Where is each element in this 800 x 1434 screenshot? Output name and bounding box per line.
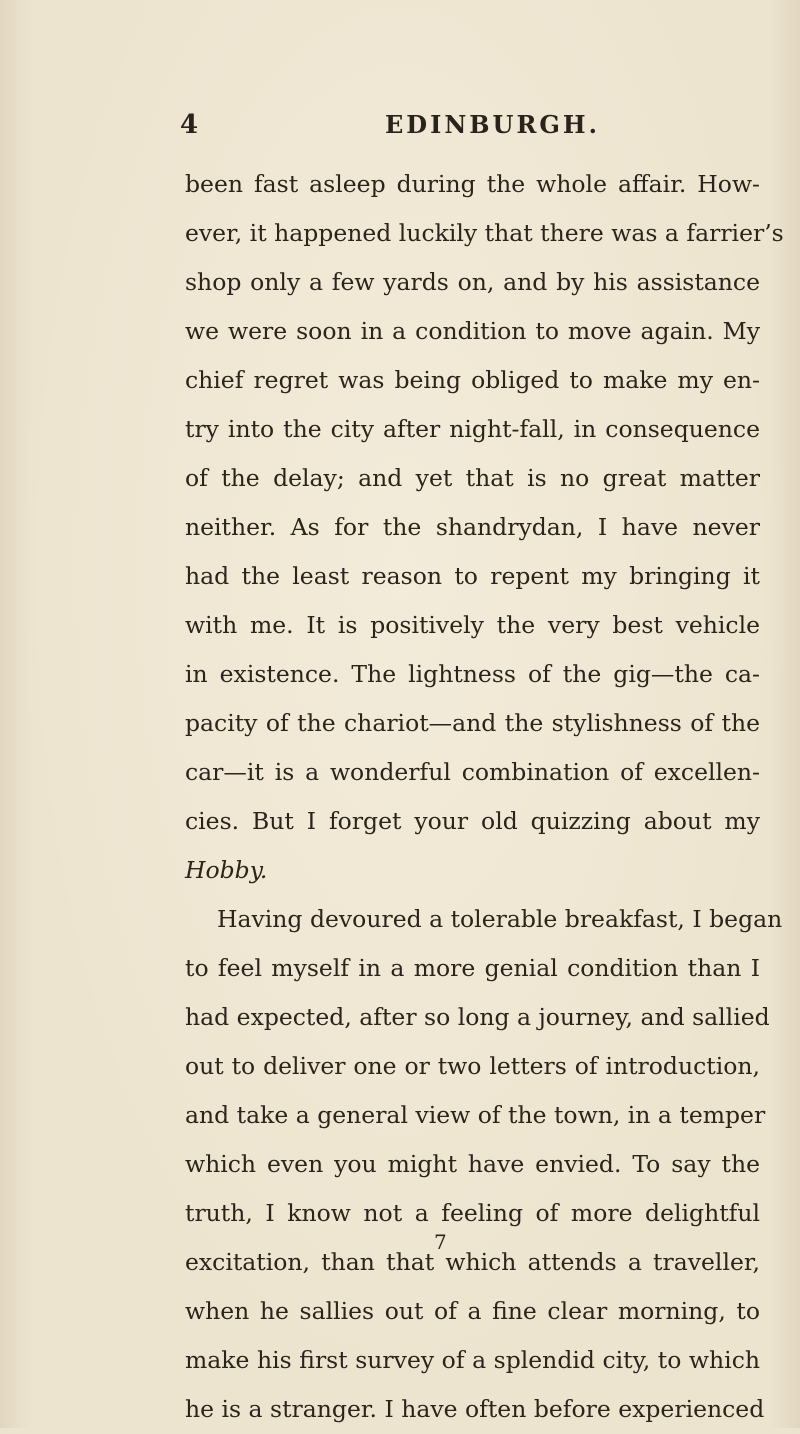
text-line: shop only a few yards on, and by his assistance [185, 268, 760, 296]
text-line: neither. As for the shandrydan, I have never [185, 513, 760, 541]
text-line: cies. But I forget your old quizzing about my [185, 807, 760, 835]
text-line: ever, it happened luckily that there was a farrier’s [185, 219, 784, 247]
text-line: Hobby. [185, 856, 268, 884]
text-line: pacity of the chariot—and the stylishness of the [185, 709, 760, 737]
text-line: been fast asleep during the whole affair. How- [185, 170, 760, 198]
text-line: chief regret was being obliged to make my en- [185, 366, 760, 394]
paragraph-1 [185, 160, 784, 895]
page-number: 4 [180, 110, 199, 140]
text-line: car—it is a wonderful combination of excellen- [185, 758, 760, 786]
text-line: when he sallies out of a fine clear morning, to [185, 1297, 760, 1325]
page-header [180, 110, 760, 150]
text-line: try into the city after night-fall, in consequence [185, 415, 760, 443]
text-line: excitation, than that which attends a traveller, [185, 1248, 760, 1276]
body-text [185, 160, 784, 1434]
text-line: and take a general view of the town, in a temper [185, 1101, 766, 1129]
signature-mark: 7 [434, 1230, 447, 1254]
text-line: in existence. The lightness of the gig—the ca- [185, 660, 760, 688]
text-line: truth, I know not a feeling of more delightful [185, 1199, 760, 1227]
paragraph-2 [185, 895, 783, 1434]
text-line: which even you might have envied. To say the [185, 1150, 760, 1178]
text-line: he is a stranger. I have often before experienced [185, 1395, 765, 1423]
text-line: of the delay; and yet that is no great matter [185, 464, 760, 492]
text-line: with me. It is positively the very best vehicle [185, 611, 760, 639]
text-line: had the least reason to repent my bringing it [185, 562, 760, 590]
text-line: to feel myself in a more genial condition than I [185, 954, 760, 982]
running-title: EDINBURGH. [385, 110, 600, 139]
text-line: had expected, after so long a journey, and sallied [185, 1003, 770, 1031]
text-line: we were soon in a condition to move again. My [185, 317, 760, 345]
text-line: make his first survey of a splendid city, to which [185, 1346, 760, 1374]
text-line: out to deliver one or two letters of introduction, [185, 1052, 760, 1080]
text-line: Having devoured a tolerable breakfast, I began [217, 905, 783, 933]
